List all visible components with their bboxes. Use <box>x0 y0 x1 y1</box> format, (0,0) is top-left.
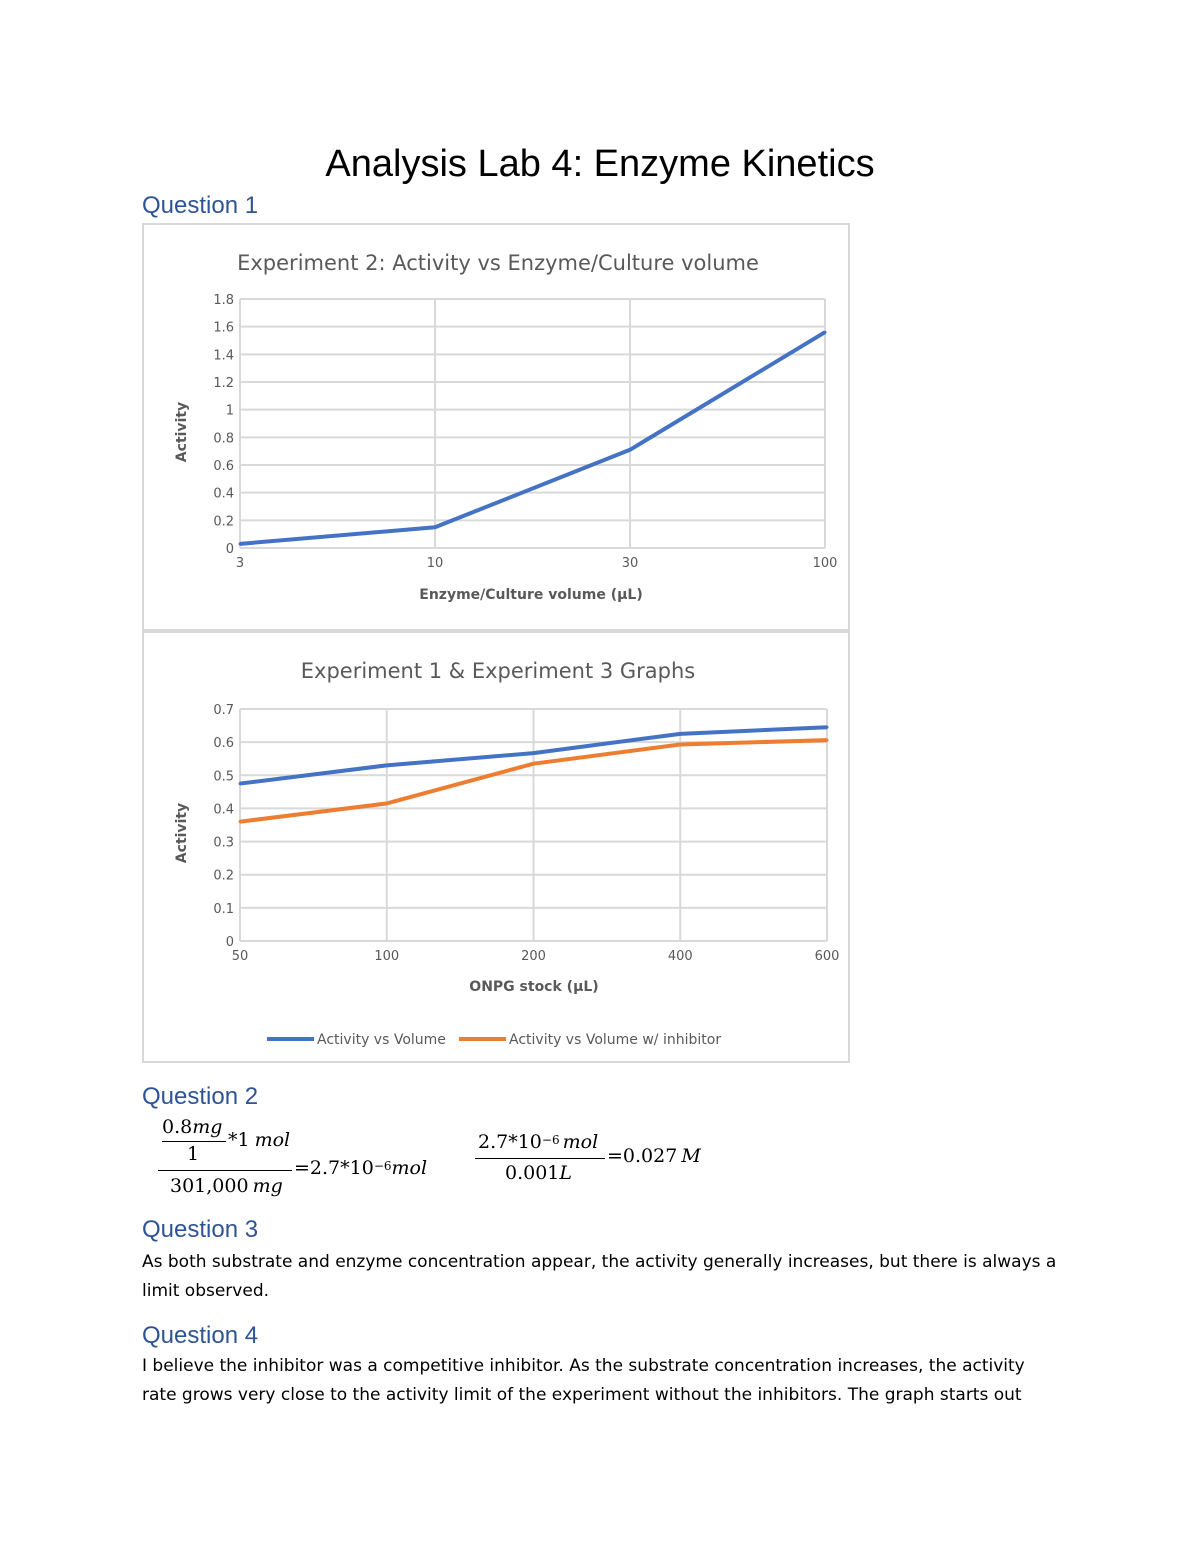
data-point-series-1 <box>434 526 437 529</box>
y-tick-label: 0 <box>225 542 234 557</box>
eq2-result-value: =0.027 <box>607 1145 678 1167</box>
legend-label-series-2: Activity vs Volume w/ inhibitor <box>509 1032 722 1048</box>
y-tick-label: 0.7 <box>213 703 234 718</box>
data-point-series-1 <box>679 732 682 735</box>
question-2-heading: Question 2 <box>142 1083 259 1110</box>
eq1-result-exponent: −6 <box>373 1159 392 1173</box>
x-tick-label: 100 <box>374 949 400 964</box>
y-axis-label: Activity <box>174 401 190 463</box>
x-tick-label: 30 <box>621 556 639 571</box>
chart-experiment-2 <box>142 223 850 631</box>
y-tick-label: 0.2 <box>213 514 234 530</box>
data-point-series-1 <box>824 331 827 334</box>
y-tick-label: 0.1 <box>213 901 234 917</box>
x-tick-label: 10 <box>426 556 444 571</box>
x-tick-label: 100 <box>812 556 838 571</box>
eq1-top-num-unit: mg <box>192 1116 223 1138</box>
data-point-series-2 <box>679 743 682 746</box>
data-point-series-1 <box>239 542 242 545</box>
eq1-top-num-value: 0.8 <box>162 1116 193 1138</box>
eq1-main-fraction-bar <box>158 1170 292 1171</box>
page-title: Analysis Lab 4: Enzyme Kinetics <box>325 143 875 185</box>
x-tick-label: 400 <box>667 949 693 964</box>
eq1-times-unit: mol <box>254 1129 291 1151</box>
y-tick-label: 0.4 <box>213 486 234 502</box>
y-tick-label: 0 <box>225 935 234 950</box>
eq2-numerator <box>478 1131 598 1153</box>
eq1-inner-fraction-bar <box>162 1141 226 1142</box>
y-tick-label: 0.3 <box>213 835 234 851</box>
eq1-result-unit: mol <box>391 1157 428 1179</box>
data-point-series-1 <box>385 764 388 767</box>
y-tick-label: 1.4 <box>213 348 234 364</box>
chart-experiment-1-3 <box>142 631 850 1063</box>
question-3-answer: As both substrate and enzyme concentration appear, the activity generally increases, but there is always a limit observed. <box>142 1252 1057 1301</box>
y-tick-label: 1.2 <box>213 376 234 391</box>
eq1-bottom-value: 301,000 <box>170 1175 249 1197</box>
y-tick-label: 1.8 <box>213 293 234 308</box>
eq2-den-unit: L <box>559 1162 573 1184</box>
x-tick-label: 50 <box>231 949 249 964</box>
y-tick-label: 1 <box>225 403 234 419</box>
eq2-result <box>607 1145 701 1167</box>
data-point-series-2 <box>385 802 388 805</box>
eq2-num-exponent: −6 <box>541 1133 560 1147</box>
eq1-top-numerator <box>162 1116 222 1138</box>
eq2-num-value: 2.7*10 <box>478 1131 542 1153</box>
data-point-series-2 <box>826 739 829 742</box>
eq2-den-value: 0.001 <box>505 1162 560 1184</box>
eq2-result-unit: M <box>681 1145 701 1167</box>
y-tick-label: 1.6 <box>213 320 234 336</box>
question-3-heading: Question 3 <box>142 1216 259 1243</box>
eq1-bottom-unit: mg <box>252 1175 283 1197</box>
data-point-series-2 <box>239 820 242 823</box>
y-tick-label: 0.6 <box>213 459 234 474</box>
chart-title: Experiment 1 & Experiment 3 Graphs <box>300 659 696 683</box>
x-axis-label: Enzyme/Culture volume (µL) <box>419 587 643 603</box>
legend <box>267 1032 721 1048</box>
eq1-times-text: *1 <box>228 1129 250 1151</box>
eq2-num-unit: mol <box>562 1131 599 1153</box>
y-axis-label: Activity <box>174 802 190 864</box>
chart-title: Experiment 2: Activity vs Enzyme/Culture volume <box>237 251 759 275</box>
chart-experiment-1-3-svg <box>144 633 852 1065</box>
y-tick-label: 0.5 <box>213 769 234 785</box>
x-tick-label: 600 <box>814 949 840 964</box>
eq1-result <box>294 1157 427 1179</box>
y-tick-label: 0.8 <box>213 431 234 447</box>
y-tick-label: 0.2 <box>213 868 234 884</box>
x-tick-label: 200 <box>521 949 546 964</box>
question-1-heading: Question 1 <box>142 192 259 219</box>
data-point-series-1 <box>629 448 632 451</box>
eq2-denominator <box>505 1162 572 1184</box>
chart-experiment-2-svg <box>144 225 852 633</box>
data-point-series-1 <box>532 752 535 755</box>
eq1-top-denominator: 1 <box>187 1143 200 1165</box>
x-tick-label: 3 <box>235 556 245 571</box>
eq1-bottom <box>170 1175 283 1197</box>
eq2-fraction-bar <box>475 1158 605 1159</box>
question-4-answer: I believe the inhibitor was a competitive inhibitor. As the substrate concentration increases, the activity rate grows very close to the activity limit of the experiment without the inhibitors. The graph starts out <box>142 1356 1025 1405</box>
x-axis-label: ONPG stock (µL) <box>469 979 599 995</box>
question-4-heading: Question 4 <box>142 1322 259 1349</box>
y-tick-label: 0.4 <box>213 802 234 818</box>
data-point-series-1 <box>239 782 242 785</box>
data-point-series-2 <box>532 762 535 765</box>
legend-label-series-1: Activity vs Volume <box>317 1032 446 1048</box>
eq1-times <box>228 1129 290 1151</box>
y-tick-label: 0.6 <box>213 736 234 752</box>
data-point-series-1 <box>826 726 829 729</box>
eq1-result-value: =2.7*10 <box>294 1157 374 1179</box>
